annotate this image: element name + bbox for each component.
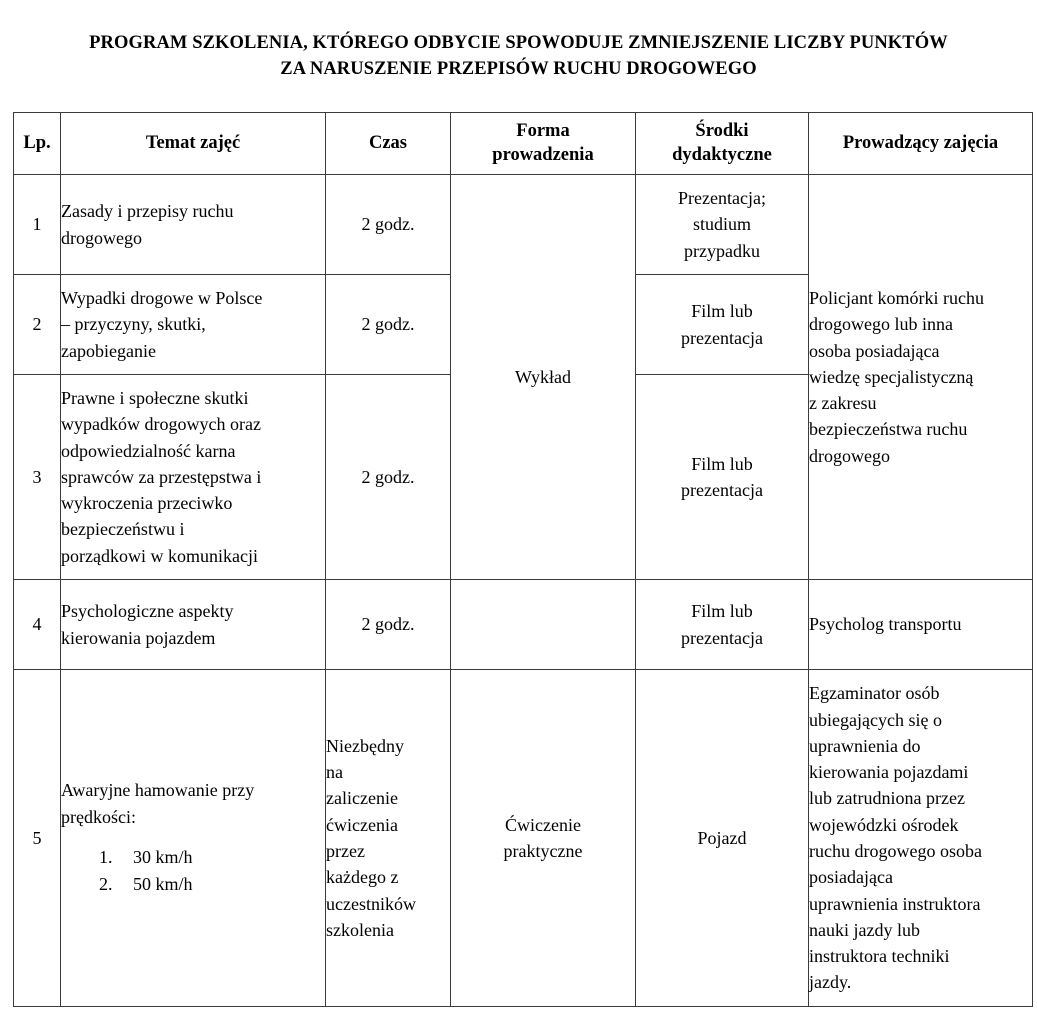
time-line: uczestników bbox=[326, 893, 416, 914]
topic-line: prędkości: bbox=[61, 806, 136, 827]
lead-line: wiedzę specjalistyczną bbox=[809, 366, 974, 387]
lead-line: instruktora techniki bbox=[809, 946, 950, 967]
cell-media-3 bbox=[636, 375, 809, 580]
topic-line: wykroczenia przeciwko bbox=[61, 493, 233, 514]
topic-line: Wypadki drogowe w Polsce bbox=[61, 288, 263, 309]
lead-line: jazdy. bbox=[809, 972, 852, 993]
topic-line: drogowego bbox=[61, 227, 142, 248]
lead-line: osoba posiadająca bbox=[809, 340, 940, 361]
form-line: Ćwiczenie bbox=[505, 814, 581, 835]
cell-topic-5 bbox=[61, 670, 326, 1007]
topic-line: porządkowi w komunikacji bbox=[61, 545, 258, 566]
media-line: Film lub bbox=[691, 601, 753, 622]
table-row bbox=[14, 670, 1033, 1007]
lead-line: z zakresu bbox=[809, 393, 877, 414]
column-header-lp: Lp. bbox=[14, 113, 61, 175]
cell-lp-4: 4 bbox=[14, 580, 61, 670]
topic-line: Awaryjne hamowanie przy bbox=[61, 780, 255, 801]
topic-line: – przyczyny, skutki, bbox=[61, 314, 206, 335]
lead-line: ruchu drogowego osoba bbox=[809, 841, 982, 861]
cell-time-5 bbox=[326, 670, 451, 1007]
cell-media-5: Pojazd bbox=[636, 670, 809, 1007]
program-table-container bbox=[13, 112, 1032, 1007]
page-title-line-2: ZA NARUSZENIE PRZEPISÓW RUCHU DROGOWEGO bbox=[280, 59, 757, 80]
cell-lp-5: 5 bbox=[14, 670, 61, 1007]
table-row bbox=[14, 175, 1033, 275]
cell-time-4: 2 godz. bbox=[326, 580, 451, 670]
cell-time-1: 2 godz. bbox=[326, 175, 451, 275]
topic-line: kierowania pojazdem bbox=[61, 627, 216, 648]
column-header-topic: Temat zajęć bbox=[61, 113, 326, 175]
cell-lead-4: Psycholog transportu bbox=[809, 580, 1033, 670]
topic-line: bezpieczeństwu i bbox=[61, 519, 185, 540]
media-line: Film lub bbox=[691, 453, 753, 474]
cell-time-3: 2 godz. bbox=[326, 375, 451, 580]
list-item-value: 30 km/h bbox=[133, 846, 193, 867]
media-line: prezentacja bbox=[681, 627, 763, 648]
training-program-table bbox=[13, 112, 1033, 1007]
cell-media-1 bbox=[636, 175, 809, 275]
table-header-row bbox=[14, 113, 1033, 175]
media-line: studium bbox=[692, 214, 751, 235]
time-line: na bbox=[326, 762, 343, 783]
time-line: zaliczenie bbox=[326, 788, 398, 809]
column-header-form-line-1: Forma bbox=[516, 120, 570, 141]
page-title bbox=[0, 0, 1037, 83]
column-header-media-line-1: Środki bbox=[695, 120, 749, 141]
lead-line: bezpieczeństwa ruchu bbox=[809, 419, 968, 440]
media-line: przypadku bbox=[684, 240, 760, 261]
time-line: szkolenia bbox=[326, 919, 394, 940]
list-item-value: 50 km/h bbox=[133, 874, 193, 895]
list-item-number: 2. bbox=[99, 874, 113, 895]
lead-line: drogowego lub inna bbox=[809, 314, 953, 335]
lead-line: uprawnienia do bbox=[809, 735, 921, 756]
lead-line: uprawnienia instruktora bbox=[809, 893, 981, 914]
lead-line: posiadająca bbox=[809, 867, 893, 888]
media-line: prezentacja bbox=[681, 327, 763, 348]
page-title-line-1: PROGRAM SZKOLENIA, KTÓREGO ODBYCIE SPOWODUJE ZMNIEJSZENIE LICZBY PUNKTÓW bbox=[89, 33, 948, 53]
column-header-time: Czas bbox=[326, 113, 451, 175]
speed-list bbox=[61, 844, 325, 899]
topic-line: Psychologiczne aspekty bbox=[61, 601, 234, 622]
topic-line: Prawne i społeczne skutki bbox=[61, 388, 249, 409]
media-line: Film lub bbox=[691, 301, 753, 322]
cell-topic-4 bbox=[61, 580, 326, 670]
cell-topic-2 bbox=[61, 275, 326, 375]
cell-lp-2: 2 bbox=[14, 275, 61, 375]
cell-lp-3: 3 bbox=[14, 375, 61, 580]
lead-line: ubiegających się o bbox=[809, 709, 942, 730]
lead-line: kierowania pojazdami bbox=[809, 762, 969, 783]
topic-line: odpowiedzialność karna bbox=[61, 440, 236, 461]
cell-media-4 bbox=[636, 580, 809, 670]
media-line: Prezentacja; bbox=[678, 188, 766, 209]
cell-time-2: 2 godz. bbox=[326, 275, 451, 375]
form-line: praktyczne bbox=[503, 841, 583, 861]
cell-topic-3 bbox=[61, 375, 326, 580]
table-row bbox=[14, 580, 1033, 670]
topic-line: Zasady i przepisy ruchu bbox=[61, 201, 234, 222]
lead-line: wojewódzki ośrodek bbox=[809, 814, 959, 835]
topic-line: sprawców za przestępstwa i bbox=[61, 466, 262, 487]
cell-lead-police-merged bbox=[809, 175, 1033, 580]
list-item-number: 1. bbox=[99, 846, 113, 867]
time-line: każdego z bbox=[326, 867, 399, 888]
cell-lead-5 bbox=[809, 670, 1033, 1007]
column-header-form bbox=[451, 113, 636, 175]
cell-form-lecture-merged: Wykład bbox=[451, 175, 636, 580]
lead-line: drogowego bbox=[809, 445, 890, 466]
time-line: Niezbędny bbox=[326, 735, 404, 756]
lead-line: Egzaminator osób bbox=[809, 683, 940, 704]
time-line: ćwiczenia bbox=[326, 814, 398, 835]
column-header-form-line-2: prowadzenia bbox=[492, 144, 594, 165]
lead-line: Policjant komórki ruchu bbox=[809, 288, 984, 309]
cell-form-4 bbox=[451, 580, 636, 670]
lead-line: nauki jazdy lub bbox=[809, 919, 920, 940]
list-item bbox=[61, 844, 325, 871]
column-header-media-line-2: dydaktyczne bbox=[672, 144, 772, 165]
column-header-media bbox=[636, 113, 809, 175]
lead-line: lub zatrudniona przez bbox=[809, 788, 965, 809]
cell-form-5 bbox=[451, 670, 636, 1007]
time-line: przez bbox=[326, 841, 365, 861]
cell-topic-1 bbox=[61, 175, 326, 275]
media-line: prezentacja bbox=[681, 480, 763, 500]
column-header-lead: Prowadzący zajęcia bbox=[809, 113, 1033, 175]
topic-line: zapobieganie bbox=[61, 340, 156, 361]
cell-media-2 bbox=[636, 275, 809, 375]
topic-line: wypadków drogowych oraz bbox=[61, 414, 261, 435]
list-item bbox=[61, 871, 325, 898]
cell-lp-1: 1 bbox=[14, 175, 61, 275]
